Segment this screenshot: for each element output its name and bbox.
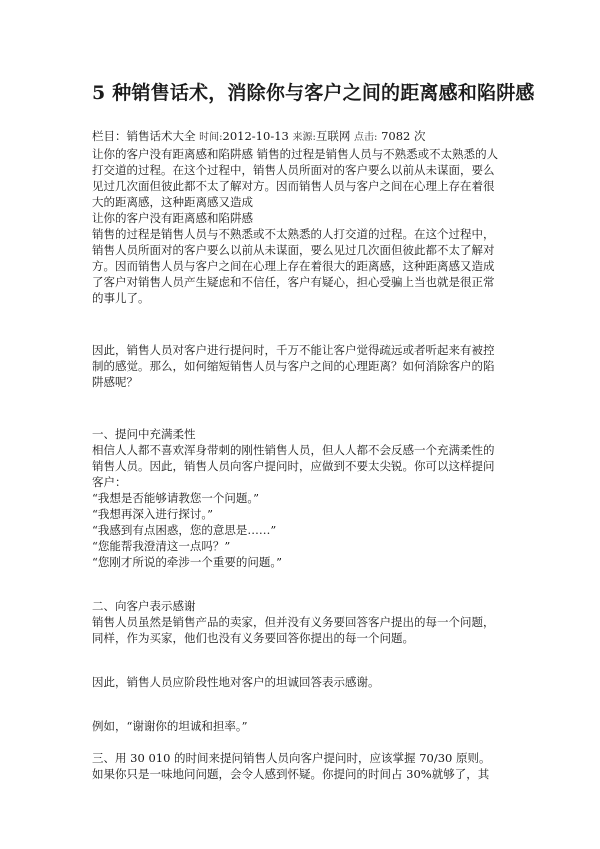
column-label: 栏目：销售话术大全 <box>92 129 196 143</box>
article-title: 5 种销售话术，消除你与客户之间的距离感和陷阱感 <box>92 82 535 104</box>
time-label: 时间: <box>199 132 223 143</box>
body-paragraph: 例如，“谢谢你的坦诚和担率。” <box>92 719 248 733</box>
summary-paragraph: 让你的客户没有距离感和陷阱感 销售的过程是销售人员与不熟悉或不太熟悉的人打交道的过程。在这个过程中，销售人员所面对的客户要么以前从未谋面，要么见过几次面但彼此都不太了解对方。因而销售人员与客户之间在心理上存在着很大的距离感，这种距离感又造成 <box>92 147 499 209</box>
section-heading-2: 二、向客户表示感谢 <box>92 599 196 613</box>
body-paragraph: 销售人员虽然是销售产品的卖家，但并没有义务要回答客户提出的每一个问题，同样，作为买家，他们也没有义务要回答你提出的每一个问题。 <box>92 615 495 645</box>
clicks-label: 点击: <box>354 132 378 143</box>
quote-line: “您刚才所说的牵涉一个重要的问题。” <box>92 555 283 569</box>
section-heading-1: 一、提问中充满柔性 <box>92 427 196 441</box>
body-paragraph: 销售的过程是销售人员与不熟悉或不太熟悉的人打交道的过程。在这个过程中，销售人员所面对的客户要么以前从未谋面，要么见过几次面但彼此都不太了解对方。因而销售人员与客户之间在心理上存在着很大的距离感，这种距离感又造成了客户对销售人员产生疑虑和不信任，客户有疑心，担心受骗上当也就是很正常的事儿了。 <box>92 227 495 305</box>
quote-line: “您能帮我澄清这一点吗？” <box>92 539 231 553</box>
body-paragraph: 因此，销售人员对客户进行提问时，千万不能让客户觉得疏远或者听起来有被控制的感觉。那么，如何缩短销售人员与客户之间的心理距离？如何消除客户的陷阱感呢？ <box>92 343 495 389</box>
clicks-value: 7082 次 <box>381 129 426 143</box>
body-paragraph: 相信人人都不喜欢浑身带刺的刚性销售人员，但人人都不会反感一个充满柔性的销售人员。因此，销售人员向客户提问时，应做到不要太尖锐。你可以这样提问客户： <box>92 443 495 489</box>
section-heading-3: 三、用 30 010 的时间来提问销售人员向客户提问时，应该掌握 70/30 原则。如果你只是一味地问问题，会令人感到怀疑。你提问的时间占 30%就够了，其 <box>92 751 491 781</box>
quote-line: “我想是否能够请教您一个问题。” <box>92 491 260 505</box>
subheading: 让你的客户没有距离感和陷阱感 <box>92 211 253 225</box>
publish-time: 2012-10-13 <box>222 129 289 143</box>
quote-line: “我想再深入进行探讨。” <box>92 507 214 521</box>
body-paragraph: 因此，销售人员应阶段性地对客户的坦诚回答表示感谢。 <box>92 675 380 689</box>
article-meta <box>92 128 500 146</box>
source-value: 互联网 <box>315 129 351 143</box>
source-label: 来源: <box>292 132 316 143</box>
quote-line: “我感到有点困惑，您的意思是……” <box>92 523 277 537</box>
